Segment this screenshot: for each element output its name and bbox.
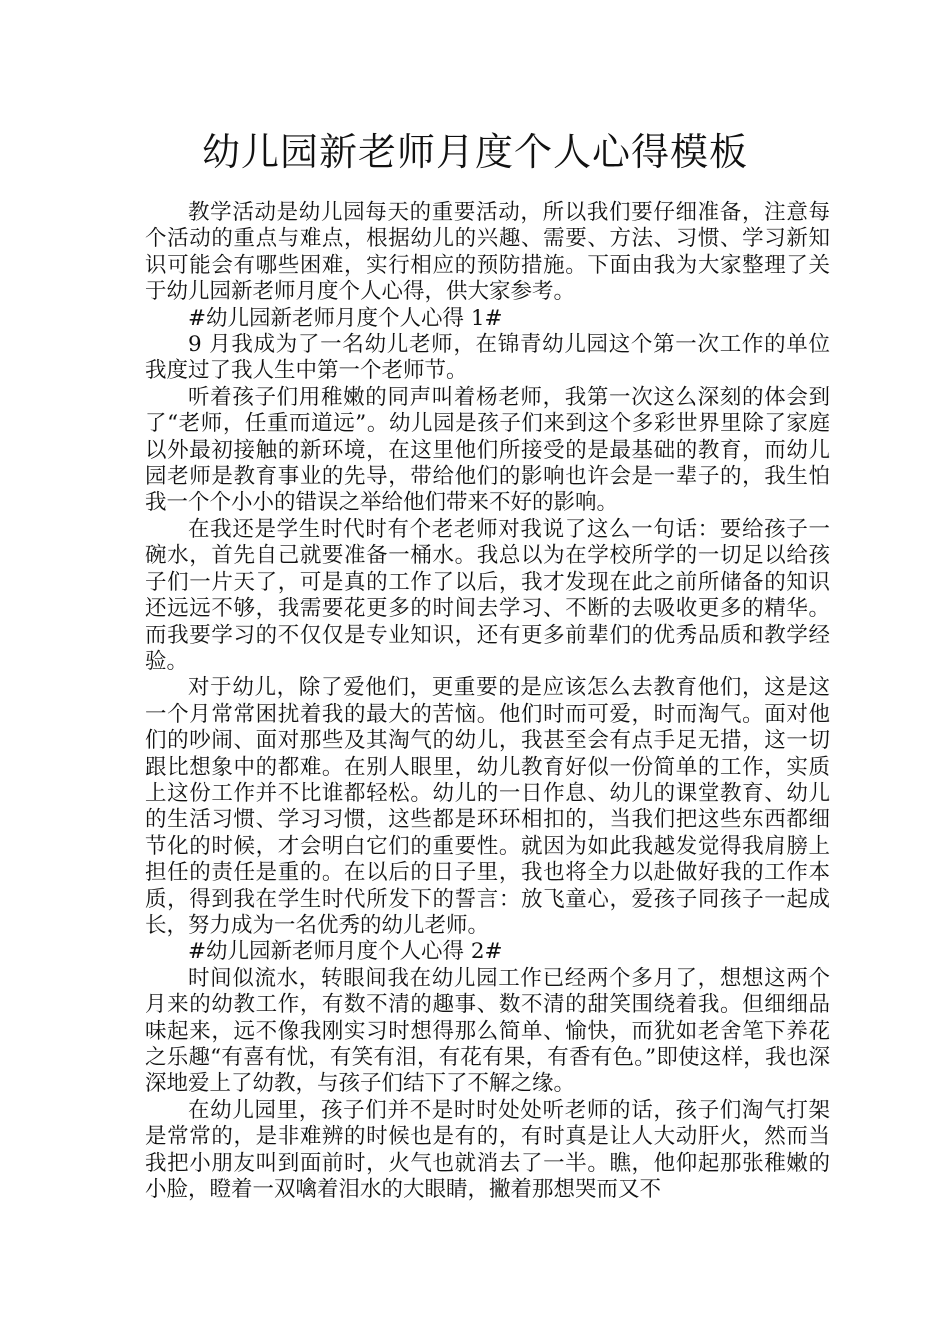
section-heading-1: #幼儿园新老师月度个人心得 1# — [188, 305, 503, 331]
document-title: 幼儿园新老师月度个人心得模板 — [201, 130, 748, 174]
document-body — [145, 200, 830, 1203]
body-paragraph: 在我还是学生时代时有个老老师对我说了这么一句话：要给孩子一碗水，首先自己就要准备一桶水。我总以为在学校所学的一切足以给孩子们一片天了，可是真的工作了以后，我才发现在此之前所储备的知识还远远不够，我需要花更多的时间去学习、不断的去吸收更多的精华。而我要学习的不仅仅是专业知识，还有更多前辈们的优秀品质和教学经验。 — [145, 516, 830, 674]
intro-paragraph: 教学活动是幼儿园每天的重要活动，所以我们要仔细准备，注意每个活动的重点与难点，根据幼儿的兴趣、需要、方法、习惯、学习新知识可能会有哪些困难，实行相应的预防措施。下面由我为大家整理了关于幼儿园新老师月度个人心得，供大家参考。 — [145, 200, 830, 305]
body-paragraph: 时间似流水，转眼间我在幼儿园工作已经两个多月了，想想这两个月来的幼教工作，有数不清的趣事、数不清的甜笑围绕着我。但细细品味起来，远不像我刚实习时想得那么简单、愉快，而犹如老舍笔下养花之乐趣“有喜有忧，有笑有泪，有花有果，有香有色。”即使这样，我也深深地爱上了幼教，与孩子们结下了不解之缘。 — [145, 965, 830, 1097]
body-paragraph: 9 月我成为了一名幼儿老师，在锦青幼儿园这个第一次工作的单位我度过了我人生中第一个老师节。 — [145, 332, 830, 384]
body-paragraph: 在幼儿园里，孩子们并不是时时处处听老师的话，孩子们淘气打架是常常的，是非难辨的时候也是有的，有时真是让人大动肝火，然而当我把小朋友叫到面前时，火气也就消去了一半。瞧，他仰起那张稚嫩的小脸，瞪着一双噙着泪水的大眼睛，撇着那想哭而又不 — [145, 1097, 830, 1203]
body-paragraph: 对于幼儿，除了爱他们，更重要的是应该怎么去教育他们，这是这一个月常常困扰着我的最大的苦恼。他们时而可爱，时而淘气。面对他们的吵闹、面对那些及其淘气的幼儿，我甚至会有点手足无措，这一切跟比想象中的都难。在别人眼里，幼儿教育好似一份简单的工作，实质上这份工作并不比谁都轻松。幼儿的一日作息、幼儿的课堂教育、幼儿的生活习惯、学习习惯，这些都是环环相扣的，当我们把这些东西都细节化的时候，才会明白它们的重要性。就因为如此我越发觉得我肩膀上担任的责任是重的。在以后的日子里，我也将全力以赴做好我的工作本质，得到我在学生时代所发下的誓言：放飞童心，爱孩子同孩子一起成长，努力成为一名优秀的幼儿老师。 — [145, 675, 830, 938]
section-heading-2: #幼儿园新老师月度个人心得 2# — [188, 939, 503, 965]
body-paragraph: 听着孩子们用稚嫩的同声叫着杨老师，我第一次这么深刻的体会到了“老师，任重而道远”。幼儿园是孩子们来到这个多彩世界里除了家庭以外最初接触的新环境，在这里他们所接受的是最基础的教育，而幼儿园老师是教育事业的先导，带给他们的影响也许会是一辈子的，我生怕我一个个小小的错误之举给他们带来不好的影响。 — [145, 384, 830, 516]
